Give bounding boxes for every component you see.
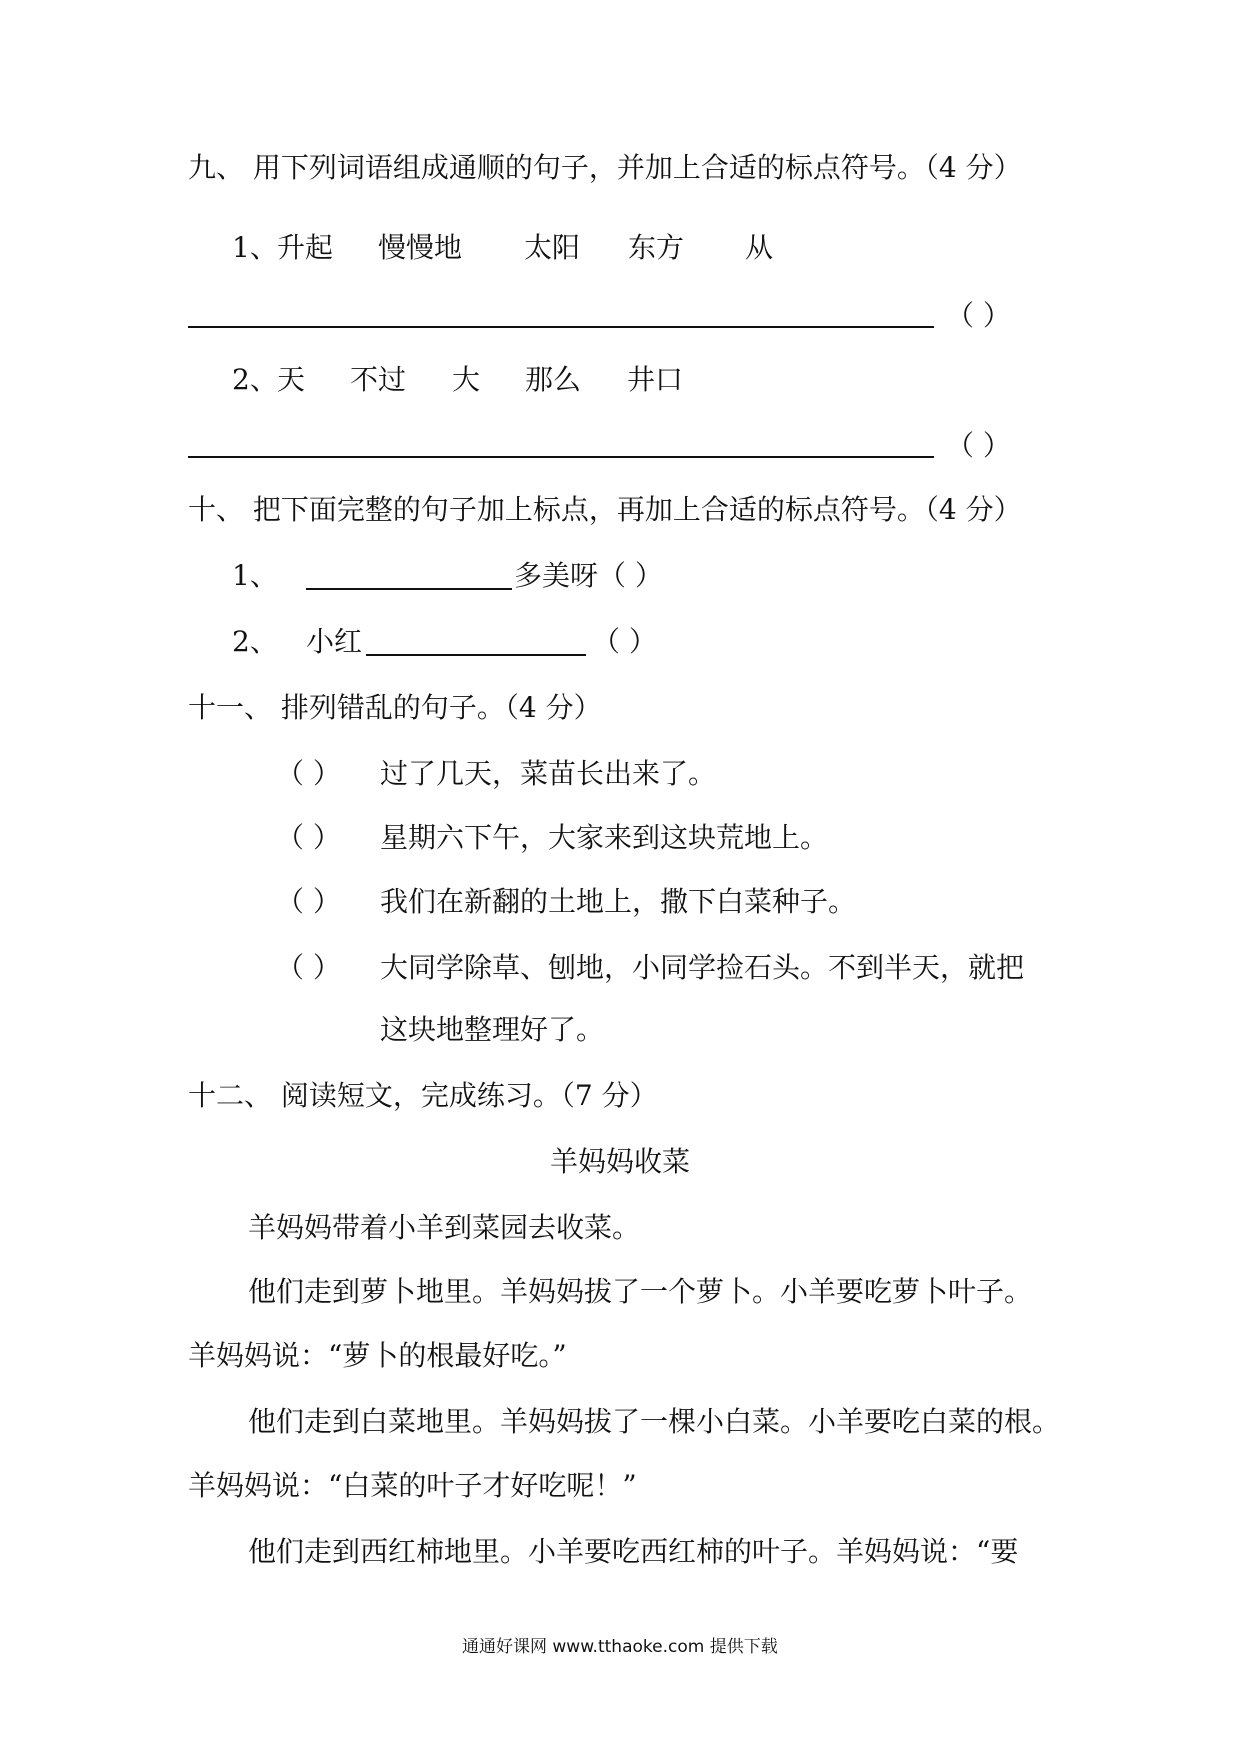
q11-item1-text: 过了几天，菜苗长出来了。: [380, 757, 717, 790]
q9-item2-word-2: 不过: [350, 363, 407, 396]
q12-passage-line-2: 他们走到萝卜地里。羊妈妈拔了一个萝卜。小羊要吃萝卜叶子。: [248, 1275, 1033, 1308]
q10-item1-number: 1、: [232, 559, 278, 592]
q11-item4-order-paren[interactable]: （ ）: [276, 951, 341, 984]
q9-item1-word-5: 从: [745, 231, 774, 264]
q12-passage-line-4: 他们走到白菜地里。羊妈妈拔了一棵小白菜。小羊要吃白菜的根。: [248, 1405, 1061, 1438]
page-footer: 通通好课网 www.tthaoke.com 提供下载: [462, 1637, 778, 1657]
q9-item1-word-2: 慢慢地: [378, 231, 463, 264]
q11-item3-order-paren[interactable]: （ ）: [276, 885, 341, 918]
q11-item4-text-continued: 这块地整理好了。: [380, 1013, 605, 1046]
q12-heading: 十二、 阅读短文，完成练习。（7 分）: [188, 1079, 658, 1112]
q9-item1-word-1: 升起: [277, 231, 334, 264]
q11-item2-text: 星期六下午，大家来到这块荒地上。: [380, 821, 829, 854]
q11-item2-order-paren[interactable]: （ ）: [276, 821, 341, 854]
q9-item2-word-1: 天: [277, 363, 306, 396]
q9-item2-word-4: 那么: [525, 363, 582, 396]
q10-item2-suffix: （ ）: [592, 625, 657, 658]
q12-passage-line-6: 他们走到西红柿地里。小羊要吃西红柿的叶子。羊妈妈说：“要: [248, 1535, 1019, 1568]
q9-item2-answer-line[interactable]: [188, 456, 934, 458]
q9-item2-word-3: 大: [452, 363, 481, 396]
q11-item1-order-paren[interactable]: （ ）: [276, 757, 341, 790]
q9-item2-answer-paren[interactable]: （ ）: [946, 429, 1011, 462]
q10-item2-number: 2、: [232, 625, 278, 658]
q9-item1-word-4: 东方: [628, 231, 685, 264]
q9-item1-word-3: 太阳: [524, 231, 581, 264]
q11-heading: 十一、 排列错乱的句子。（4 分）: [188, 691, 602, 724]
q10-item1-blank[interactable]: [306, 588, 512, 590]
q10-item1-suffix: 多美呀（ ）: [514, 559, 663, 592]
q9-item2-number: 2、: [232, 363, 278, 396]
q11-item4-text: 大同学除草、刨地，小同学捡石头。不到半天，就把: [380, 951, 1025, 984]
q12-passage-line-1: 羊妈妈带着小羊到菜园去收菜。: [248, 1211, 641, 1244]
q9-item1-answer-paren[interactable]: （ ）: [946, 299, 1011, 332]
q12-passage-title: 羊妈妈收菜: [550, 1145, 691, 1178]
q12-passage-line-3: 羊妈妈说：“萝卜的根最好吃。”: [188, 1339, 567, 1372]
q9-item2-word-5: 井口: [627, 363, 684, 396]
q10-item2-prefix: 小红: [306, 625, 363, 658]
q12-passage-line-5: 羊妈妈说：“白菜的叶子才好吃呢！”: [188, 1469, 637, 1502]
q10-item2-blank[interactable]: [366, 654, 586, 656]
q9-item1-answer-line[interactable]: [188, 326, 934, 328]
q11-item3-text: 我们在新翻的土地上，撒下白菜种子。: [380, 885, 857, 918]
q9-item1-number: 1、: [232, 231, 278, 264]
q10-heading: 十、 把下面完整的句子加上标点，再加上合适的标点符号。（4 分）: [188, 493, 1022, 526]
q9-heading: 九、 用下列词语组成通顺的句子，并加上合适的标点符号。（4 分）: [188, 151, 1022, 184]
